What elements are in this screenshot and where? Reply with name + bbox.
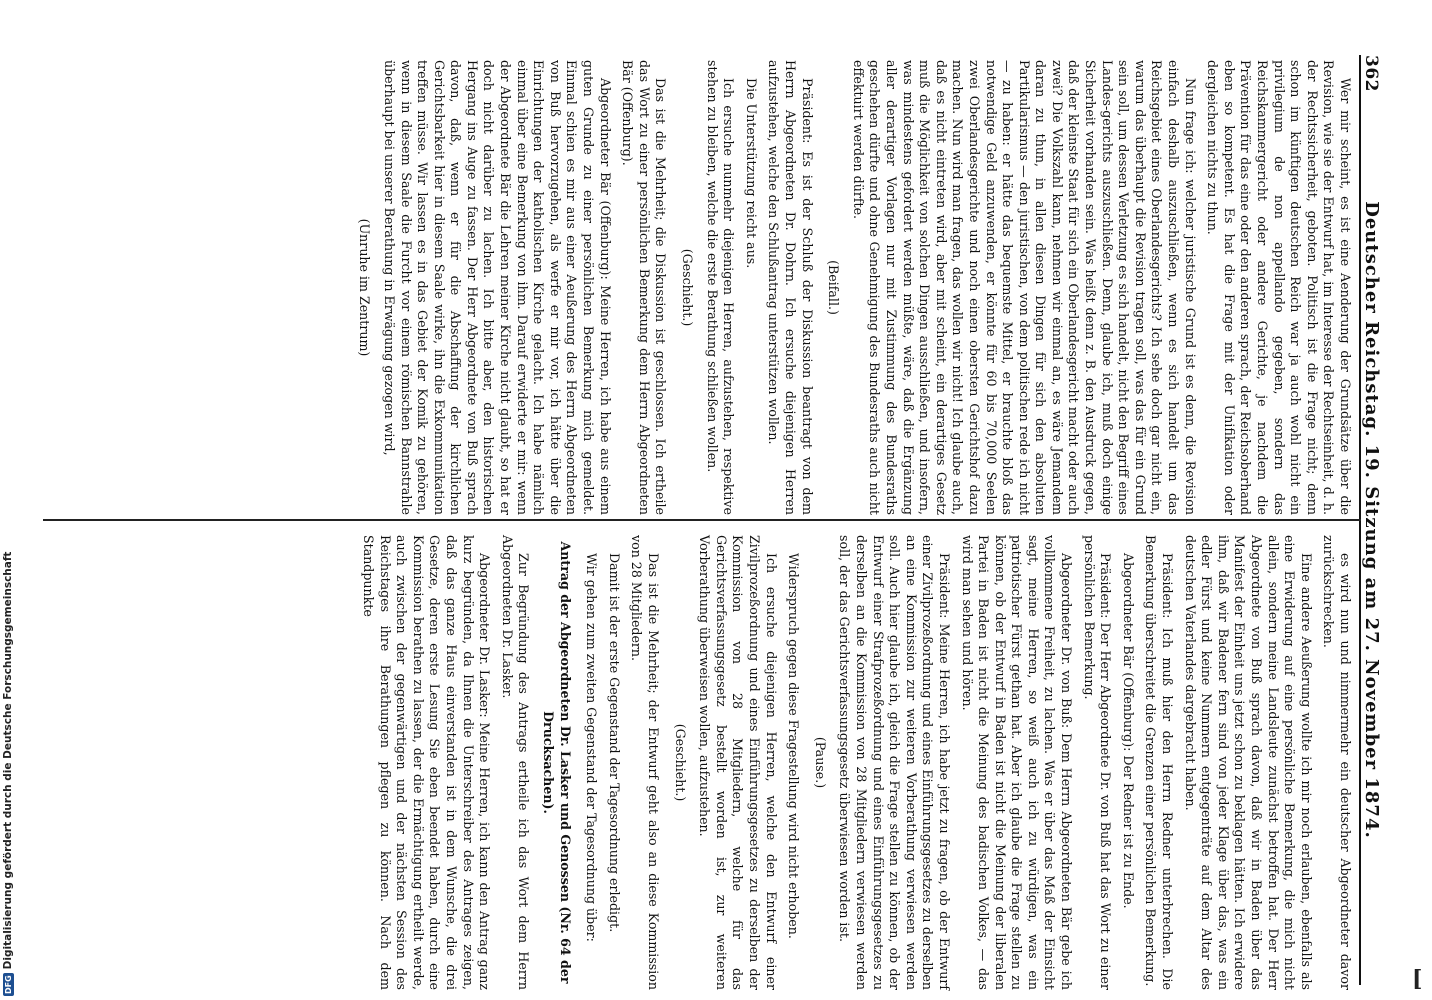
- paragraph: Damit ist der erste Gegenstand der Tagesordnung erledigt.: [606, 553, 622, 933]
- paragraph: Zur Begründung des Antrags ertheile ich das Wort dem Herrn Abgeordneten Dr. Lasker.: [499, 535, 532, 990]
- paragraph: Wir gehen zum zweiten Gegenstand der Tagesordnung über:: [584, 553, 600, 942]
- paragraph: Abgeordneter Dr. von Buß: Dem Herrn Abgeordneten Bär gebe ich vollkommene Freiheit, zu lachen. Was er über das Maß der Einsicht sagt, meine Herren, so weiß auch ich zu würdigen, was ein patriotischer Fürst gethan hat. Aber ich glaube die Frage stellen zu können, ob der Entwurf in Baden ist nicht die Meinung der liberalen Partei in Baden ist nicht die Meinung des badischen Volkes, — das wird man sehen und hören.: [959, 535, 1075, 990]
- stage-direction: (Pause.): [812, 736, 828, 789]
- paragraph: Ich ersuche diejenigen Herren, welche den Entwurf einer Zivilprozeßordnung und eines Einführungsgesetzes zu derselben der Kommission von 28 Mitgliedern, welche für das Gerichtsverfassungsgesetz bestellt worden ist, zur weiteren Vorberathung überweisen wollen, aufzustehen.: [697, 535, 779, 990]
- right-column: [354, 535, 1353, 990]
- stage-direction: (Beifall.): [826, 260, 842, 315]
- paragraph: Das ist die Mehrheit; die Diskussion ist geschlossen. Ich ertheile das Wort zu einer persönlichen Bemerkung dem Herrn Abgeordneten Bär (Offenburg).: [620, 60, 669, 515]
- paragraph: Wer mir scheint, es ist eine Aenderung der Grundsätze über die Revision, wie sie der Entwurf hat, im Interesse der Rechtseinheit, d. h. der Rechtssicherheit, geboten. Politisch ist die Frage nicht; denn schon im künftigen deutschen Reich war ja auch wohl nicht ein privilegium de non appellando gegeben, sondern das Reichskammergericht oder andere Gerichte, je nachdem die Prävention für das eine oder den anderen sprach, der Reichsoberhand eben so kompetent. Es hat die Frage mit der Unifikation oder dergleichen nichts zu thun.: [1205, 60, 1353, 515]
- stage-direction: (Unruhe im Zentrum): [357, 218, 373, 357]
- paragraph: Ich ersuche nunmehr diejenigen Herren, aufzustehen, respektive stehen zu bleiben, welche die erste Berathung schließen wollen.: [704, 60, 737, 515]
- paragraph: Nun frage ich: welcher juristische Grund ist es denn, die Revision einfach deshalb auszuschließen, wenn es sich handelt um das Reichsgebiet eines Oberlandesgerichts? Ich sehe doch gar nicht ein, warum das überhaupt die Revision tragen soll, was das für ein Grund sein soll, um dessen Verletzung es sich handelt, nicht den Begriff eines Landes-gerichts auszuschließen. Denn, glaube ich, muß doch einige Sicherheit vorhanden sein. Was heißt denn z. B. den Ausdruck gegen, daß der kleinste Staat für sich ein Oberlandesgericht macht oder auch zwei? Die Volkszahl kann, nehmen wir einmal an, es wäre Jemandem daran zu thun, in allen diesen Dingen für sich den absoluten Partikularismus — den juristischen, von dem politischen rede ich nicht — zu haben: er hätte das bequemste Mittel, er brauchte bloß das notwendige Geld anzuwenden, er könnte für 60 bis 70,000 Seelen zwei Oberlandesgerichte und noch einen obersten Gerichtshof dazu machen. Nun wird man fragen, das wollen wir nicht! Ich glaube auch, daß es nicht eintreten wird, aber mit scheint, ein derartiges Gesetz muß die Möglichkeit von solchen Dingen ausschließen, und insofern, was mindestens gefordert werden müßte, wäre, daß die Ergänzung aller derartiger Vorlagen nur mit Zustimmung des Bundesraths geschehen dürfte und ohne Genehmigung des Bundesraths auch nicht effektuirt werden dürfte.: [850, 60, 1198, 515]
- corner-mark: [: [1412, 966, 1423, 992]
- left-column: [346, 60, 1353, 515]
- paragraph: Präsident: Es ist der Schluß der Diskussion beantragt von dem Herrn Abgeordneten Dr. Dohrn. Ich ersuche diejenigen Herren aufzustehen, welche den Schlußantrag unterstützen wollen.: [766, 60, 815, 515]
- column-divider: [43, 519, 1361, 521]
- paragraph: Die Unterstützung reicht aus.: [743, 78, 759, 269]
- paragraph: Präsident: Ich muß hier den Herrn Redner unterbrechen. Die Bemerkung überschreitet die Grenzen einer persönlichen Bemerkung.: [1143, 535, 1176, 990]
- stage-direction: (Geschieht.): [680, 248, 696, 327]
- document-page: [23, 0, 1423, 1000]
- dfg-logo-icon: DFG: [4, 975, 13, 994]
- page-title: Deutscher Reichstag. 19. Sitzung am 27. November 1874.: [1361, 201, 1382, 839]
- credit-label: Digitalisierung gefördert durch die Deutsche Forschungsgemeinschaft: [2, 551, 14, 970]
- paragraph: Abgeordneter Bär (Offenburg): Meine Herren, ich habe aus einem guten Grunde zu einer persönlichen Bemerkung mich gemeldet. Einmal schien es mir aus einer Aeußerung des Herrn Abgeordneten von Buß hervorzugehen, als werfe er mir vor, ich hätte über die Einrichtungen der katholischen Kirche gelacht. Ich habe nämlich einmal über eine Bemerkung von ihm. Darauf erwiderte er mir: wenn der Abgeordnete Bär die Lehren meiner Kirche nicht glaubt, so hat er doch nicht darüber zu lachen. Ich bitte aber, den historischen Hergang ins Auge zu fassen. Der Herr Abgeordnete von Buß sprach davon, daß, wenn er für die Abschaffung der kirchlichen Gerichtsbarkeit hier in diesem Saale wirke, ihn die Exkommunikation treffen müsse. Wir lassen es in das Gebiet der Komik zu gehören, wenn in diesem Saale die Furcht vor einem römischen Bannstrahle überhaupt bei unserer Berathung in Erwägung gezogen wird,: [381, 60, 613, 515]
- digitization-credit: [2, 552, 14, 996]
- page-header: [1359, 55, 1387, 985]
- page-number: 362: [1361, 55, 1381, 92]
- paragraph: Abgeordneter Dr. Lasker: Meine Herren, ich kann den Antrag ganz kurz begründen, da Ihnen die Unterschreiber des Antrages zeigen, daß das ganze Haus einverstanden ist in dem Wunsche, die drei Gesetze, deren erste Lesung Sie eben beendet haben, durch eine Kommission berathen zu lassen, der die Ermächtigung ertheilt werde, auch zwischen der gegenwärtigen und der nächsten Session des Reichstages ihre Berathungen pflegen zu können. Nach dem Standpunkte: [361, 535, 493, 990]
- paragraph: Das ist die Mehrheit; der Entwurf geht also an diese Kommission von 28 Mitgliedern.: [629, 535, 662, 990]
- paragraph: Präsident: Meine Herren, ich habe jetzt zu fragen, ob der Entwurf einer Zivilprozeßordnung und eines Einführungsgesetzes zu derselben an eine Kommission zur weiteren Vorberathung verwiesen werden soll. Auch hier glaube ich, gleich die Frage stellen zu können, ob der Entwurf einer Strafprozeßordnung und eines Einführungsgesetzes zu derselben an die Kommission von 28 Mitgliedern verwiesen werden soll, der das Gerichtsverfassungsgesetz überwiesen worden ist.: [837, 535, 952, 990]
- stage-direction: (Geschieht.): [672, 723, 688, 802]
- paragraph: Präsident: Der Herr Abgeordnete Dr. von Buß hat das Wort zu einer persönlichen Bemerkung.: [1081, 535, 1114, 990]
- paragraph: Widerspruch gegen diese Fragestellung wird nicht erhoben.: [786, 553, 802, 939]
- paragraph: es wird nun und nimmermehr ein deutscher Abgeordneter davor zurückschrecken.: [1321, 535, 1353, 990]
- paragraph: Eine andere Aeußerung wollte ich mir noch erlauben, ebenfalls als eine Erwiderung auf eine persönliche Bemerkung, die mich nicht allein, sondern meine Landsleute zunächst betroffen hat. Der Herr Abgeordnete von Buß sprach davon, daß wir in Baden über das Manifest der Einheit uns jetzt schon zu beklagen hätten. Ich erwidere ihm, daß wir Badener fern sind von jeder Klage über das, was ein edler Fürst und keine Nummern entgegenträte auf dem Altar des deutschen Vaterlandes dargebracht haben.: [1182, 535, 1314, 990]
- paragraph: Abgeordneter Bär (Offenburg): Der Redner ist zu Ende.: [1120, 553, 1136, 909]
- agenda-heading: Antrag der Abgeordneten Dr. Lasker und Genossen (Nr. 64 der Drucksachen).: [541, 541, 573, 984]
